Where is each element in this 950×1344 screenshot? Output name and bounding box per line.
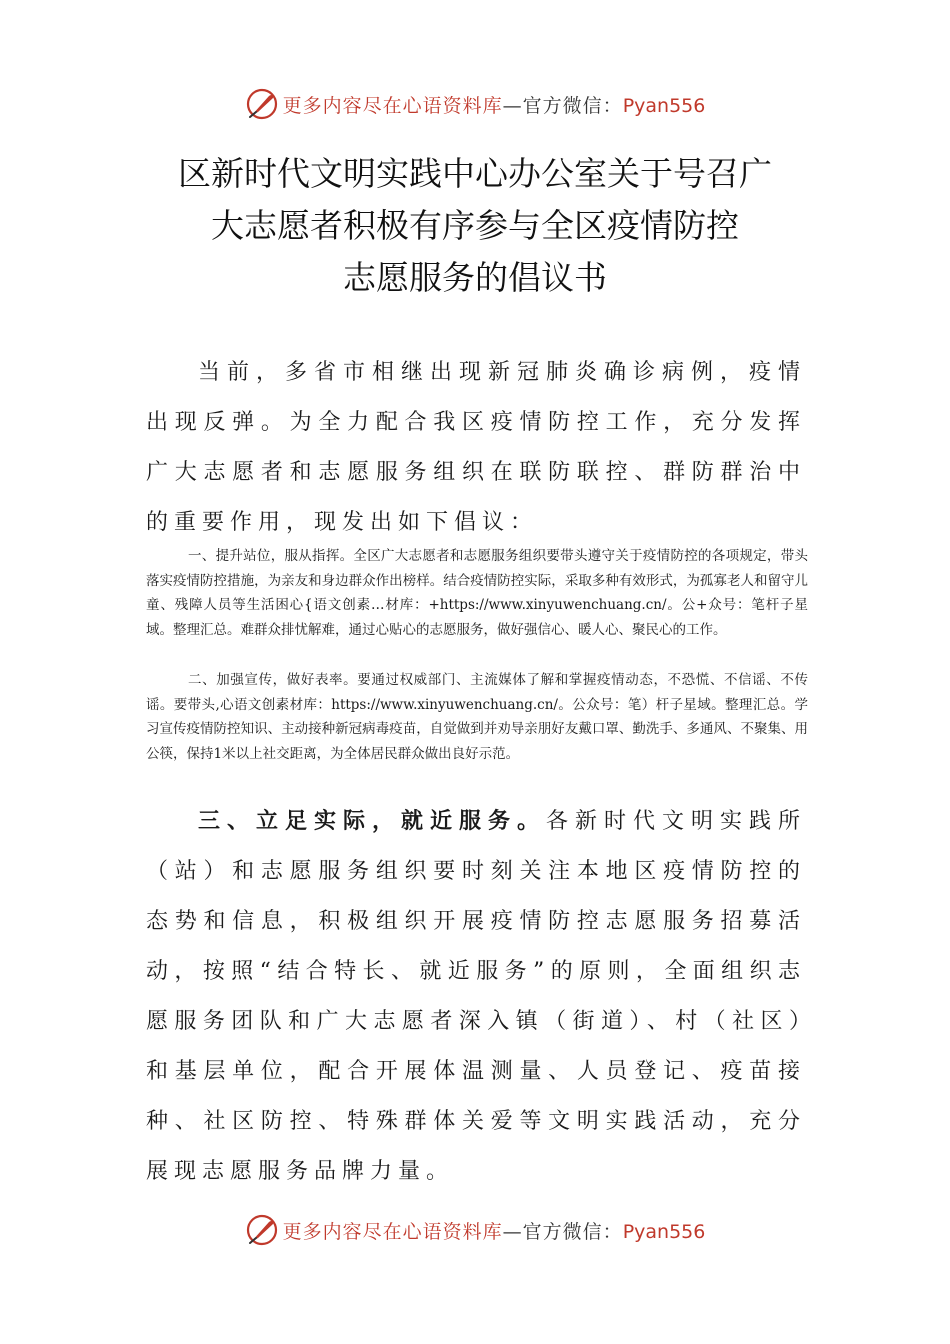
title-line: 大志愿者积极有序参与全区疫情防控 [211,206,739,245]
item-three-body: 各新时代文明实践所（站）和志愿服务组织要时刻关注本地区疫情防控的态势和信息，积极组织开展疫情防控志愿服务招募活动，按照“结合特长、就近服务”的原则，全面组织志愿服务团队和广大志愿者深入镇（街道）、村（社区）和基层单位，配合开展体温测量、人员登记、疫苗接种、社区防控、特殊群体关爱等文明实践活动，充分展现志愿服务品牌力量。 [146,809,806,1184]
quill-logo-icon [245,1213,279,1247]
item-one-paragraph: 一、提升站位，服从指挥。全区广大志愿者和志愿服务组织要带头遵守关于疫情防控的各项规定，带头落实疫情防控措施，为亲友和身边群众作出榜样。结合疫情防控实际，采取多种有效形式，为孤寡老人和留守儿童、残障人员等生活困心{语文创素…材库：+https://www.xinyuwenchuang.cn/。公+众号：笔杆子星域。整理汇总。难群众排忧解难，通过心贴心的志愿服务，做好强信心、暖人心、聚民心的工作。 [146,548,808,638]
watermark-label: 官方微信： [522,94,623,117]
watermark-site-text: 更多内容尽在心语资料库 [282,94,503,117]
watermark-label: 官方微信： [522,1220,623,1243]
item-three-paragraph [146,796,806,1197]
watermark-text [283,1217,706,1244]
watermark-dash: — [502,1220,523,1243]
item-two-paragraph: 二、加强宣传，做好表率。要通过权威部门、主流媒体了解和掌握疫情动态，不恐慌、不信谣、不传谣。要带头,心语文创素材库：https://www.xinyuwenchuang.cn/。公众号：笔）杆子星域。整理汇总。学习宣传疫情防控知识、主动接种新冠病毒疫苗，自觉做到并劝导亲朋好友戴口罩、勤洗手、多通风、不聚集、用公筷，保持1米以上社交距离，为全体居民群众做出良好示范。 [146,672,808,762]
watermark-site-text: 更多内容尽在心语资料库 [282,1220,503,1243]
quill-logo-icon [245,87,279,121]
watermark-wechat-id: Pyan556 [622,94,706,117]
watermark-banner-top [0,84,950,124]
document-title [100,148,850,304]
watermark-banner-bottom [0,1210,950,1250]
intro-paragraph: 当前，多省市相继出现新冠肺炎确诊病例，疫情出现反弹。为全力配合我区疫情防控工作，充分发挥广大志愿者和志愿服务组织在联防联控、群防群治中的重要作用，现发出如下倡议： [146,360,806,535]
title-line: 区新时代文明实践中心办公室关于号召广 [178,154,772,193]
watermark-text [283,91,706,118]
title-line: 志愿服务的倡议书 [343,258,607,297]
watermark-dash: — [502,94,523,117]
watermark-wechat-id: Pyan556 [622,1220,706,1243]
item-three-lead: 三、立足实际，就近服务。 [198,808,546,834]
